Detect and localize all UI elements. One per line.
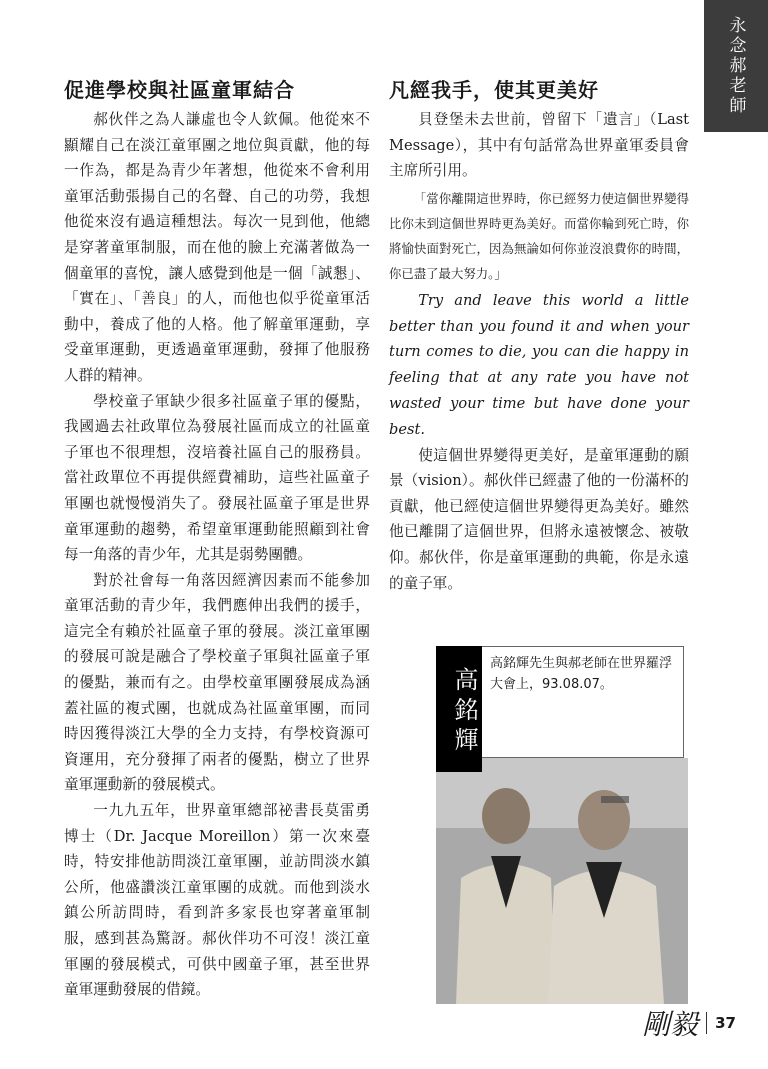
photo-caption: 高銘輝先生與郝老師在世界羅浮大會上，93.08.07。 xyxy=(482,646,684,758)
section-tab: 永念郝老師 xyxy=(704,0,768,132)
page-number: 37 xyxy=(715,1014,736,1032)
photo xyxy=(436,758,688,1004)
left-paragraph-1: 郝伙伴之為人謙虛也令人欽佩。他從來不顯耀自己在淡江童軍團之地位與貢獻，他的每一作為，都是為青少年著想，他從來不會利用童軍活動張揚自己的名聲、自己的功勞，我想他從來沒有過這種想法。每次一見到他，他總是穿著童軍制服，而在他的臉上充滿著做為一個童軍的喜悅，讓人感覺到他是一個「誠懇」、「實在」、「善良」的人，而他也似乎從童軍活動中，養成了他的人格。他了解童軍運動，享受童軍運動，更透過童軍運動，發揮了他服務人群的精神。 xyxy=(64,111,370,384)
left-paragraph-2: 學校童子軍缺少很多社區童子軍的優點，我國過去社政單位為發展社區而成立的社區童子軍也不很理想，沒培養社區自己的服務員。當社政單位不再提供經費補助，這些社區童子軍團也就慢慢消失了。發展社區童子軍是世界童軍運動的趨勢，希望童軍運動能照顧到社會每一角落的青少年，尤其是弱勢團體。 xyxy=(64,392,370,564)
right-heading: 凡經我手，使其更美好 xyxy=(389,78,599,102)
footer-divider xyxy=(706,1012,707,1034)
page-footer xyxy=(642,1003,736,1043)
left-heading: 促進學校與社區童軍結合 xyxy=(64,78,295,102)
author-name: 高銘輝 xyxy=(436,646,482,772)
magazine-logo: 剛毅 xyxy=(642,1008,699,1041)
left-column xyxy=(64,74,370,1003)
photo-block xyxy=(436,646,688,1004)
right-closing: 使這個世界變得更美好，是童軍運動的願景（vision）。郝伙伴已經盡了他的一份滿杯的貢獻，他已經使這個世界變得更為美好。雖然他已離開了這個世界，但將永遠被懷念、被敬仰。郝伙伴，你是童軍運動的典範，你是永遠的童子軍。 xyxy=(389,446,689,592)
left-paragraph-4: 一九九五年，世界童軍總部祕書長莫雷勇博士（Dr. Jacque Moreillon）第一次來臺時，特安排他訪問淡江童軍團，並訪問淡水鎮公所，他盛讚淡江童軍團的成就。而他到淡水鎮公所訪問時，看到許多家長也穿著童軍制服，感到甚為驚訝。郝伙伴功不可沒！淡江童軍團的發展模式，可供中國童子軍，甚至世界童軍運動發展的借鏡。 xyxy=(64,802,370,999)
right-column xyxy=(389,74,689,596)
right-intro: 貝登堡未去世前，曾留下「遺言」（Last Message），其中有句話常為世界童軍委員會主席所引用。 xyxy=(389,111,689,180)
quote-chinese: 「當你離開這世界時，你已經努力使這個世界變得比你未到這個世界時更為美好。而當你輪到死亡時，你將愉快面對死亡，因為無論如何你並沒浪費你的時間，你已盡了最大努力。」 xyxy=(389,190,689,281)
left-paragraph-3: 對於社會每一角落因經濟因素而不能參加童軍活動的青少年，我們應伸出我們的援手，這完全有賴於社區童子軍的發展。淡江童軍團的發展可說是融合了學校童子軍與社區童子軍的優點，兼而有之。由學校童軍團發展成為涵蓋社區的複式團，也就成為社區童軍團，而同時因獲得淡江大學的全力支持，有學校資源可資運用，充分發揮了兩者的優點，樹立了世界童軍運動新的發展模式。 xyxy=(64,571,370,794)
quote-english: Try and leave this world a little better than you found it and when your turn comes to die, you can die happy in feeling that at any rate you have not wasted your time but have done your best. xyxy=(389,291,689,438)
photo-illustration xyxy=(436,758,688,1004)
